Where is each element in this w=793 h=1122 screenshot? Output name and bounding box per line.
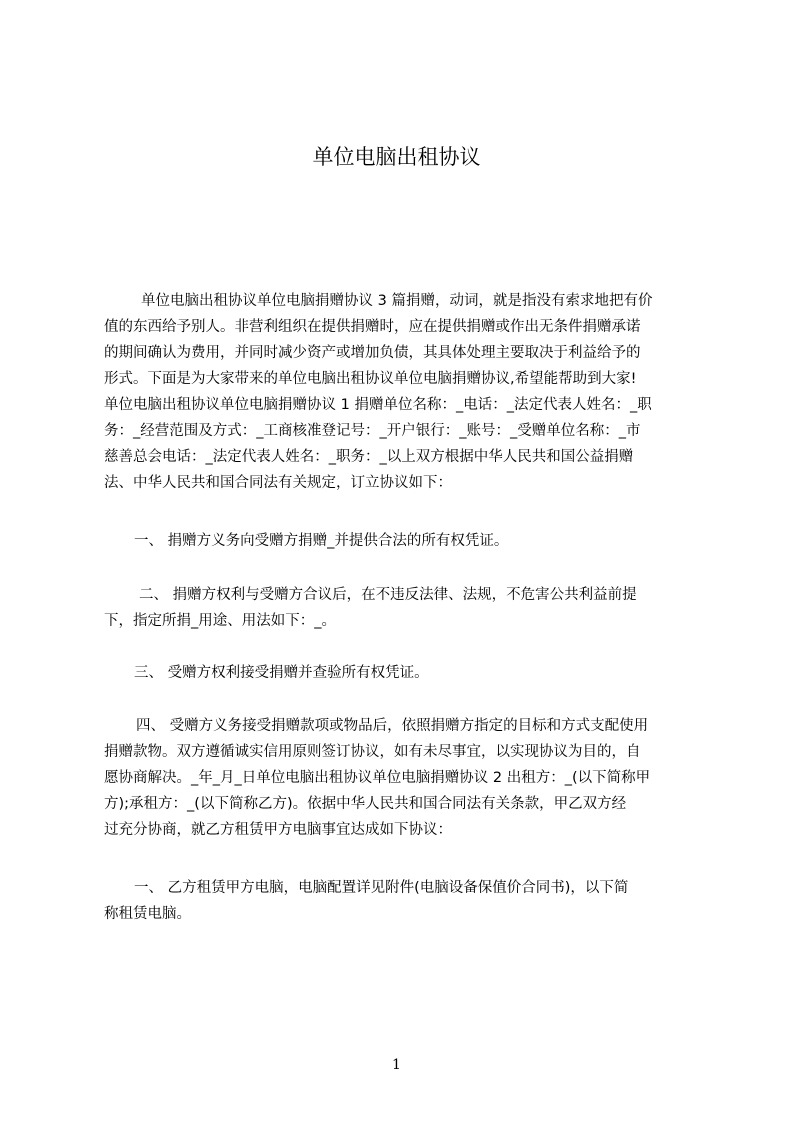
page-number: 1 (392, 1057, 401, 1073)
clause-line: 捐赠款物。双方遵循诚实信用原则签订协议，如有未尽事宜，以实现协议为目的，自 (104, 744, 641, 760)
clause-line: 愿协商解决。_年_月_日单位电脑出租协议单位电脑捐赠协议 2 出租方：_(以下简称甲 (104, 770, 651, 786)
intro-line: 的期间确认为费用，并同时减少资产或增加负债，其具体处理主要取决于利益给予的 (104, 345, 641, 361)
clause-line: 一、 捐赠方义务向受赠方捐赠_并提供合法的所有权凭证。 (134, 533, 509, 549)
intro-line: 单位电脑出租协议单位电脑捐赠协议 3 篇捐赠，动词，就是指没有索求地把有价 (141, 293, 653, 309)
intro-line: 单位电脑出租协议单位电脑捐赠协议 1 捐赠单位名称：_电话：_法定代表人姓名：_职 (104, 397, 652, 413)
lease-clause-line: 一、 乙方租赁甲方电脑，电脑配置详见附件(电脑设备保值价合同书)，以下简 (134, 880, 629, 896)
clause-line: 下，指定所捐_用途、用法如下：_。 (104, 613, 336, 629)
document-title: 单位电脑出租协议 (312, 145, 481, 169)
clause-line: 二、 捐赠方权利与受赠方合议后，在不违反法律、法规，不危害公共利益前提 (139, 587, 637, 603)
clause-line: 过充分协商，就乙方租赁甲方电脑事宜达成如下协议： (104, 822, 452, 838)
intro-line: 形式。下面是为大家带来的单位电脑出租协议单位电脑捐赠协议,希望能帮助到大家! (104, 371, 637, 387)
clause-line: 方);承租方：_(以下简称乙方)。依据中华人民共和国合同法有关条款，甲乙双方经 (104, 796, 627, 812)
clause-line: 三、 受赠方权利接受捐赠并查验所有权凭证。 (134, 665, 429, 681)
intro-line: 法、中华人民共和国合同法有关规定，订立协议如下： (104, 475, 452, 491)
lease-clause-line: 称租赁电脑。 (104, 906, 191, 922)
intro-line: 值的东西给予别人。非营利组织在提供捐赠时，应在提供捐赠或作出无条件捐赠承诺 (104, 319, 641, 335)
intro-line: 务：_经营范围及方式：_工商核准登记号：_开户银行：_账号：_受赠单位名称：_市 (104, 423, 641, 439)
intro-line: 慈善总会电话：_法定代表人姓名：_职务：_以上双方根据中华人民共和国公益捐赠 (104, 449, 634, 465)
clause-line: 四、 受赠方义务接受捐赠款项或物品后，依照捐赠方指定的目标和方式支配使用 (136, 718, 649, 734)
